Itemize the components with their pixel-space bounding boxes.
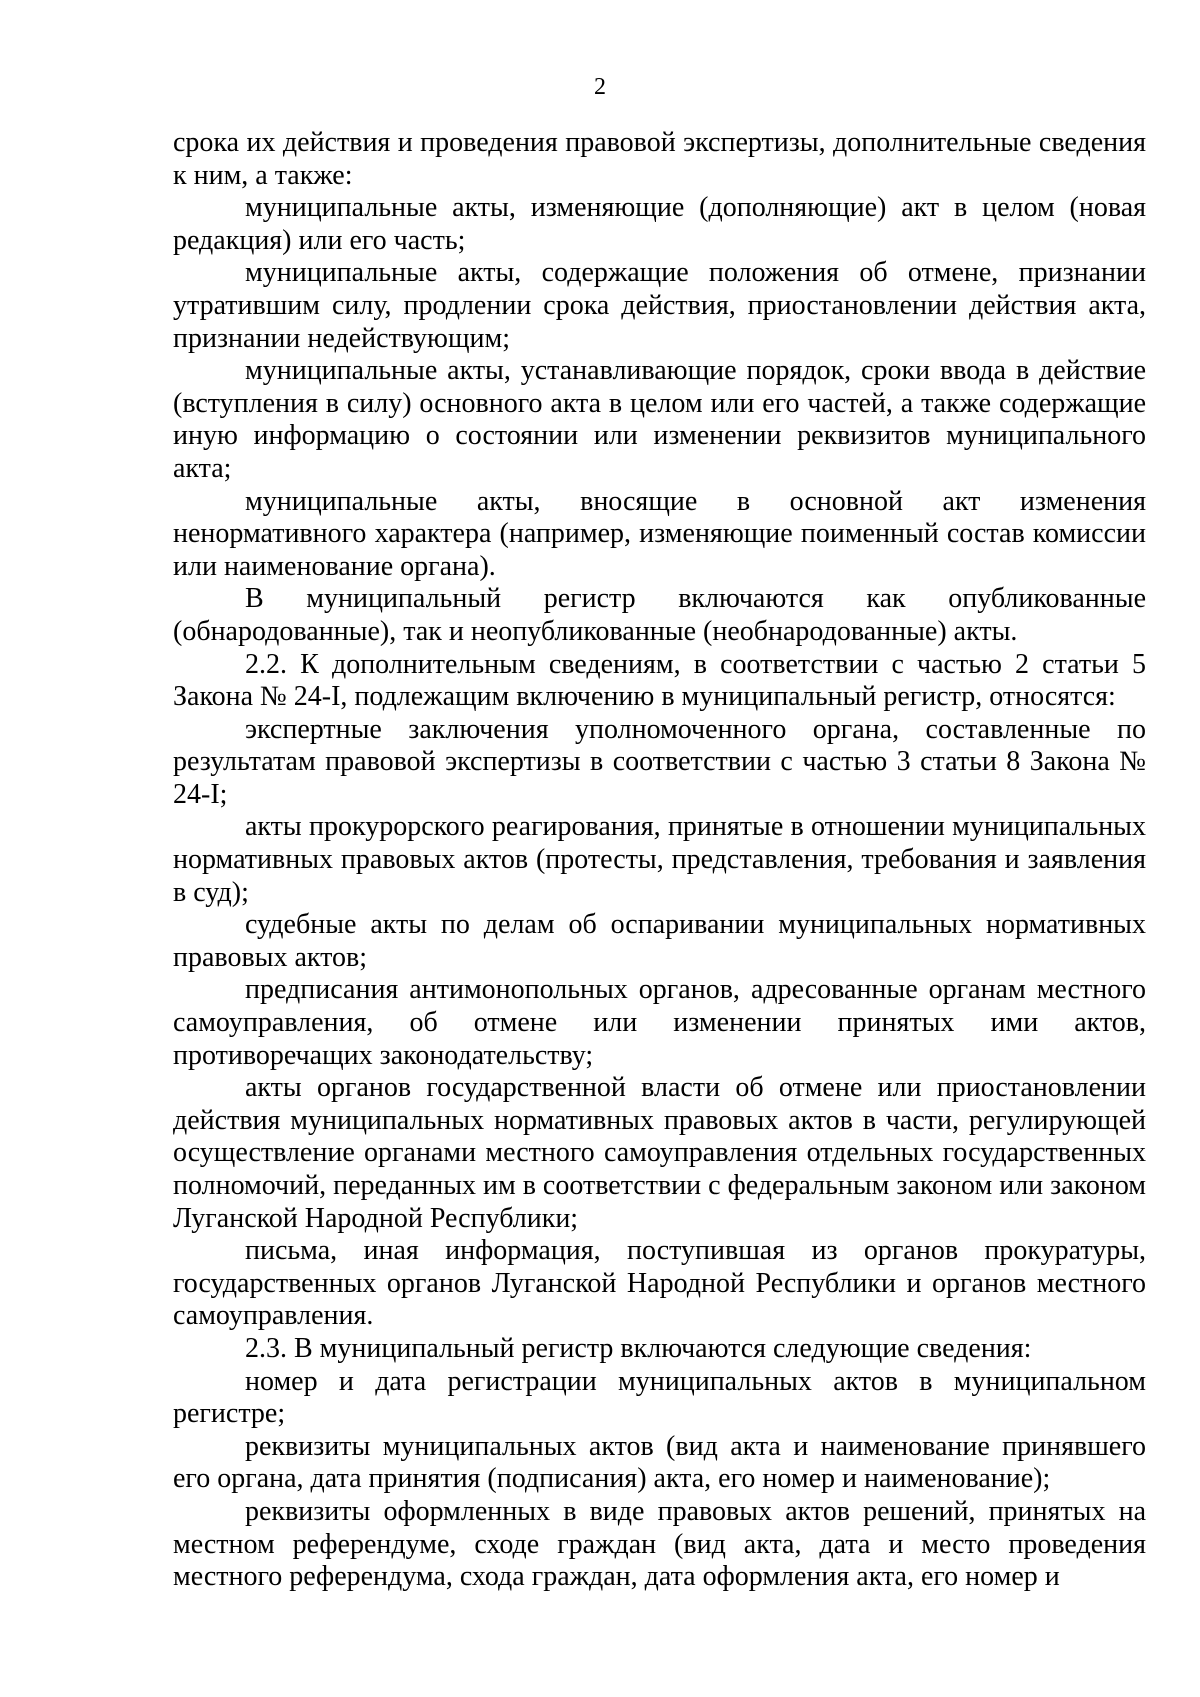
paragraph: судебные акты по делам об оспаривании муниципальных нормативных правовых актов; [173,909,1146,973]
paragraph: муниципальные акты, устанавливающие порядок, сроки ввода в действие (вступления в силу) основного акта в целом или его частей, а также содержащие иную информацию о состоянии или изменении реквизитов муниципального акта; [173,355,1146,484]
paragraph-section-2-3: 2.3. В муниципальный регистр включаются следующие сведения: [245,1332,1032,1364]
paragraph: номер и дата регистрации муниципальных актов в муниципальном регистре; [173,1365,1146,1430]
page-number: 2 [594,74,606,100]
paragraph: предписания антимонопольных органов, адресованные органам местного самоуправления, об отмене или изменении принятых ими актов, противоречащих законодательству; [173,974,1146,1071]
paragraph: муниципальные акты, содержащие положения об отмене, признании утратившим силу, продлении срока действия, приостановлении действия акта, признании недействующим; [173,257,1146,354]
paragraph: муниципальные акты, вносящие в основной акт изменения ненормативного характера (например, изменяющие поименный состав комиссии или наименование органа). [173,485,1146,582]
paragraph: В муниципальный регистр включаются как опубликованные (обнародованные), так и неопубликованные (необнародованные) акты. [173,583,1146,647]
paragraph-section-2-2: 2.2. К дополнительным сведениям, в соответствии с частью 2 статьи 5 Закона № 24-I, подлежащим включению в муниципальный регистр, относятся: [173,648,1146,713]
document-body [173,127,1146,1594]
paragraph: реквизиты муниципальных актов (вид акта и наименование принявшего его органа, дата принятия (подписания) акта, его номер и наименование); [173,1430,1146,1495]
paragraph: акты органов государственной власти об отмене или приостановлении действия муниципальных нормативных правовых актов в части, регулирующей осуществление органами местного самоуправления отдельных государственных полномочий, переданных им в соответствии с федеральным законом или законом Луганской Народной Республики; [173,1072,1146,1234]
paragraph-last: реквизиты оформленных в виде правовых актов решений, принятых на местном референдуме, сходе граждан (вид акта, дата и место проведения местного референдума, схода граждан, дата оформления акта, его номер и [173,1495,1146,1593]
paragraph: письма, иная информация, поступившая из органов прокуратуры, государственных органов Луганской Народной Республики и органов местного самоуправления. [173,1235,1146,1332]
paragraph: акты прокурорского реагирования, принятые в отношении муниципальных нормативных правовых актов (протесты, представления, требования и заявления в суд); [173,811,1146,908]
paragraph: муниципальные акты, изменяющие (дополняющие) акт в целом (новая редакция) или его часть; [173,192,1146,256]
paragraph-continuation: срока их действия и проведения правовой экспертизы, дополнительные сведения к ним, а также: [173,127,1146,191]
paragraph: экспертные заключения уполномоченного органа, составленные по результатам правовой экспертизы в соответствии с частью 3 статьи 8 Закона № 24-I; [173,713,1146,810]
